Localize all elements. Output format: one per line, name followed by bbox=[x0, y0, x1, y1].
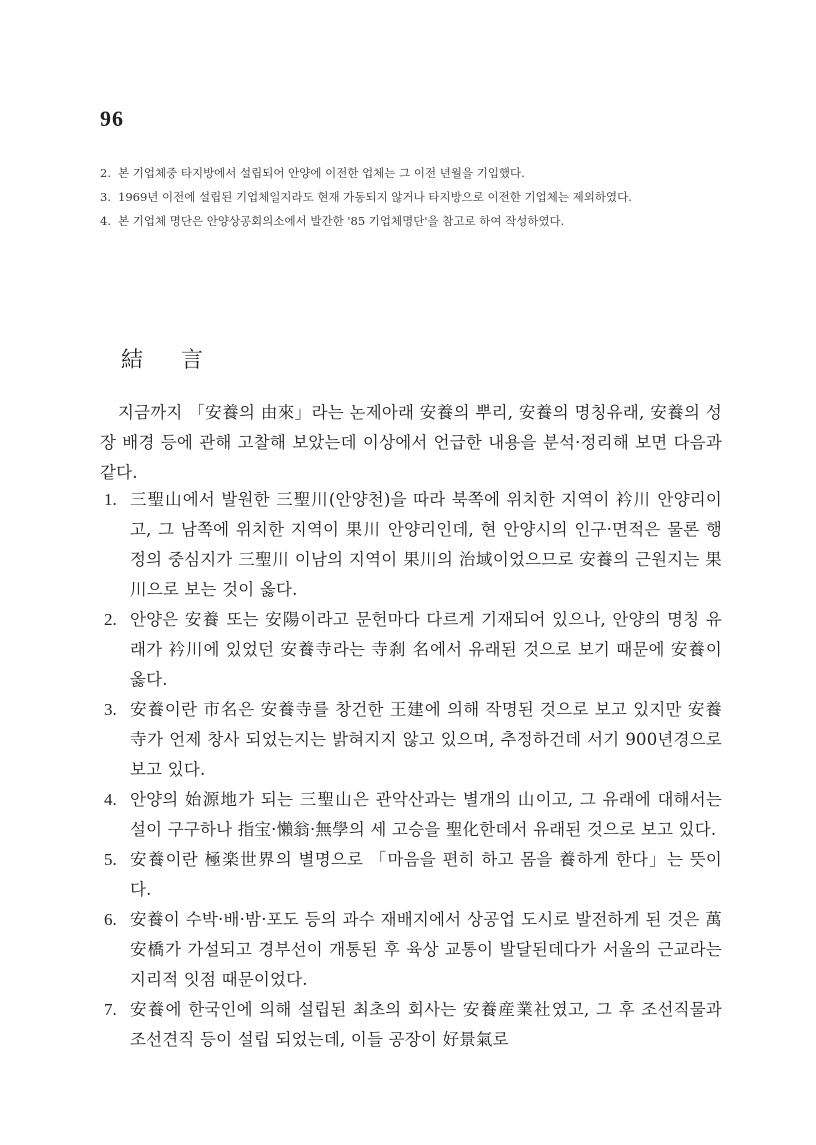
item-text: 안양은 安養 또는 安陽이라고 문헌마다 다르게 기재되어 있으나, 안양의 명칭 유래가 衿川에 있었던 安養寺라는 寺刹 名에서 유래된 것으로 보기 때문에 安養이 옳다. bbox=[130, 610, 722, 689]
item-text: 安養이 수박·배·밤·포도 등의 과수 재배지에서 상공업 도시로 발전하게 된 것은 萬安橋가 가설되고 경부선이 개통된 후 육상 교통이 발달된데다가 서울의 근교라는 지리적 잇점 때문이었다. bbox=[130, 910, 722, 989]
list-item bbox=[104, 785, 722, 845]
item-number: 6. bbox=[104, 910, 117, 929]
list-item bbox=[104, 695, 722, 785]
list-item bbox=[104, 845, 722, 905]
item-text: 安養에 한국인에 의해 설립된 최초의 회사는 安養産業社였고, 그 후 조선직물과 조선견직 등이 설립 되었는데, 이들 공장이 好景氣로 bbox=[130, 1000, 722, 1049]
item-number: 3. bbox=[104, 700, 117, 719]
footnote-number: 4. bbox=[100, 214, 111, 228]
section-title: 結言 bbox=[121, 348, 242, 373]
list-item bbox=[104, 485, 722, 605]
footnote-number: 3. bbox=[100, 190, 111, 204]
page-number: 96 bbox=[100, 106, 124, 131]
list-item bbox=[104, 995, 722, 1055]
item-number: 5. bbox=[104, 850, 117, 869]
footnote-text: 본 기업체 명단은 안양상공회의소에서 발간한 '85 기업체명단'을 참고로 하여 작성하였다. bbox=[118, 214, 565, 228]
intro-paragraph: 지금까지 「安養의 由來」라는 논제아래 安養의 뿌리, 安養의 명칭유래, 安養의 성장 배경 등에 관해 고찰해 보았는데 이상에서 언급한 내용을 분석·정리해 보면 다음과 같다. bbox=[100, 403, 722, 482]
list-item bbox=[104, 905, 722, 995]
footnotes bbox=[100, 161, 722, 233]
footnote bbox=[100, 161, 722, 185]
item-number: 2. bbox=[104, 610, 117, 629]
footnote-number: 2. bbox=[100, 166, 111, 180]
footnote-text: 1969년 이전에 설립된 기업체일지라도 현재 가동되지 않거나 타지방으로 이전한 기업체는 제외하였다. bbox=[118, 190, 632, 204]
list-item bbox=[104, 605, 722, 695]
item-text: 三聖山에서 발원한 三聖川(안양천)을 따라 북쪽에 위치한 지역이 衿川 안양리이고, 그 남쪽에 위치한 지역이 果川 안양리인데, 현 안양시의 인구·면적은 물론 행정의 중심지가 三聖川 이남의 지역이 果川의 治域이었으므로 安養의 근원지는 果川으로 보는 것이 옳다. bbox=[130, 490, 722, 599]
item-number: 1. bbox=[104, 490, 117, 509]
item-number: 7. bbox=[104, 1000, 117, 1019]
conclusion-list bbox=[104, 485, 722, 1055]
item-text: 안양의 始源地가 되는 三聖山은 관악산과는 별개의 山이고, 그 유래에 대해서는 설이 구구하나 指宝·懶翁·無學의 세 고승을 聖化한데서 유래된 것으로 보고 있다. bbox=[130, 790, 722, 839]
item-text: 安養이란 市名은 安養寺를 창건한 王建에 의해 작명된 것으로 보고 있지만 安養寺가 언제 창사 되었는지는 밝혀지지 않고 있으며, 추정하건데 서기 900년경으로 보고 있다. bbox=[130, 700, 722, 779]
item-text: 安養이란 極楽世界의 별명으로 「마음을 편히 하고 몸을 養하게 한다」는 뜻이다. bbox=[130, 850, 722, 899]
footnote bbox=[100, 209, 722, 233]
footnote-text: 본 기업체중 타지방에서 설립되어 안양에 이전한 업체는 그 이전 년월을 기입했다. bbox=[118, 166, 525, 180]
footnote bbox=[100, 185, 722, 209]
item-number: 4. bbox=[104, 790, 117, 809]
